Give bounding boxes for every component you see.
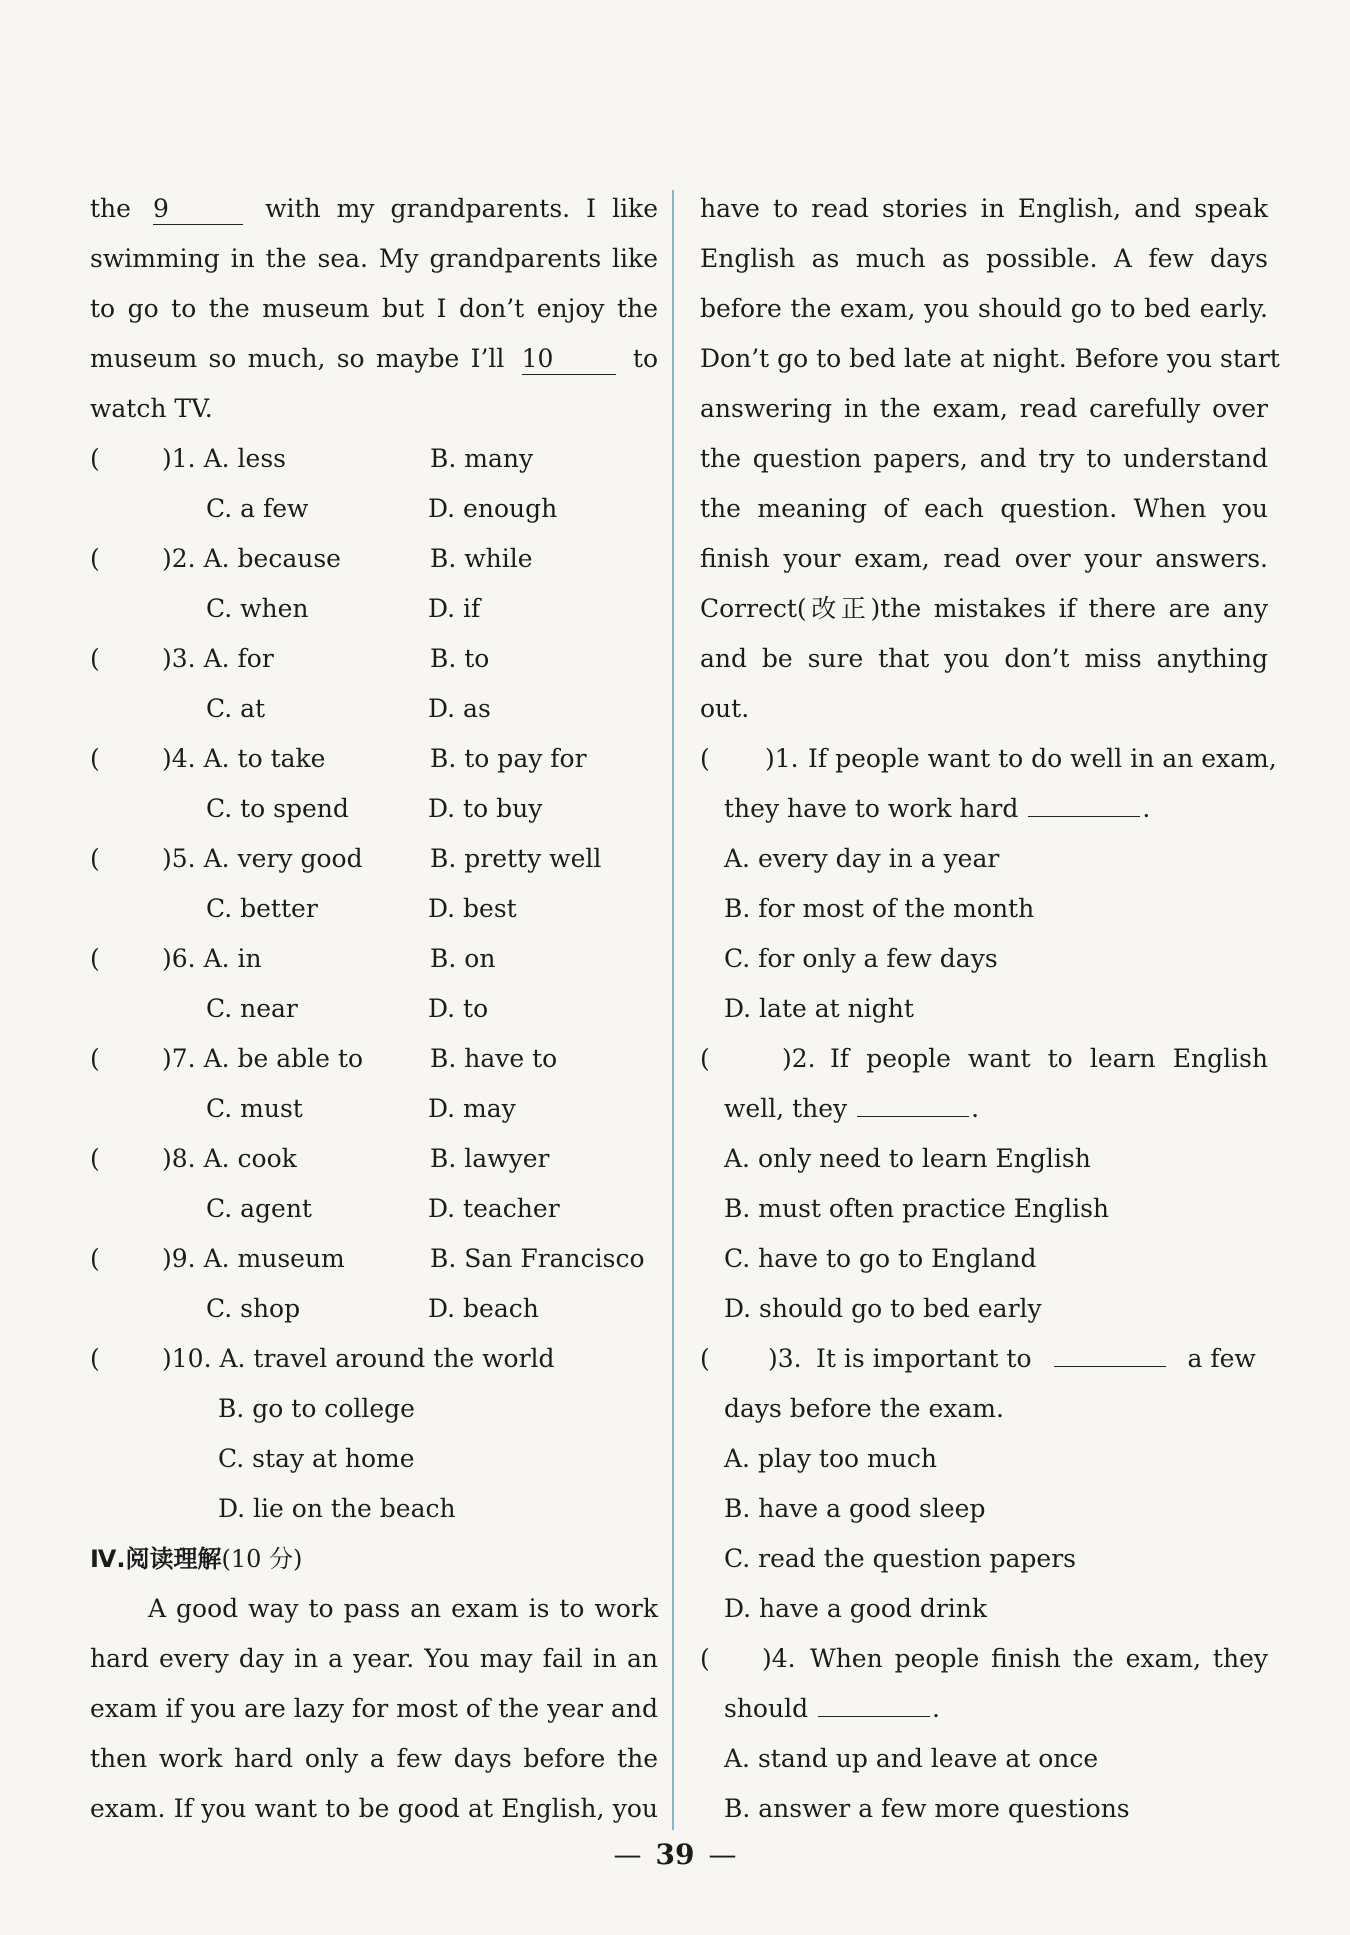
cloze-option: C. when: [206, 594, 309, 623]
cloze-option: B. while: [430, 544, 533, 573]
cloze-option: D. best: [428, 894, 517, 923]
cloze-option-row: [90, 484, 658, 534]
passage-line: then work hard only a few days before the: [90, 1744, 658, 1773]
answer-option: A. only need to learn English: [724, 1144, 1091, 1173]
cloze-option: D. to buy: [428, 794, 543, 823]
passage-line: Correct(改正)the mistakes if there are any: [700, 594, 1268, 623]
cloze-option-row: [90, 584, 658, 634]
passage-line: the meaning of each question. When you: [700, 494, 1268, 523]
cloze-option: D. beach: [428, 1294, 539, 1323]
cloze-question-1: ( )1. A. less B. many: [90, 434, 658, 484]
cloze-option: B. San Francisco: [430, 1244, 645, 1273]
passage-line: exam if you are lazy for most of the year and: [90, 1694, 658, 1723]
cloze-option: D. lie on the beach: [218, 1494, 456, 1523]
passage-line: out.: [700, 694, 750, 723]
passage-line: hard every day in a year. You may fail in an: [90, 1644, 658, 1673]
passage-line: watch TV.: [90, 394, 213, 423]
cloze-question-4: ( )4. A. to take B. to pay for: [90, 734, 658, 784]
cloze-option: C. agent: [206, 1194, 312, 1223]
cloze-question-3: ( )3. A. for B. to: [90, 634, 658, 684]
cloze-option: B. to: [430, 644, 490, 673]
passage-line: finish your exam, read over your answers.: [700, 544, 1268, 573]
cloze-question-2: ( )2. A. because B. while: [90, 534, 658, 584]
cloze-option-row: [90, 684, 658, 734]
blank-10: 10: [522, 344, 616, 375]
cloze-option: C. better: [206, 894, 318, 923]
cloze-option: C. a few: [206, 494, 309, 523]
cloze-option: B. on: [430, 944, 496, 973]
passage-line: before the exam, you should go to bed early.: [700, 294, 1268, 323]
passage-line: the 9 with my grandparents. I like: [90, 194, 659, 223]
cloze-option-row: [90, 1084, 658, 1134]
cloze-question-10: ( )10. A. travel around the world: [90, 1344, 555, 1373]
cloze-option-row: [90, 984, 658, 1034]
reading-question-3: ( )3. It is important to a few: [700, 1344, 1256, 1373]
question-stem-continued: they have to work hard .: [724, 794, 1151, 823]
right-column: [700, 184, 1280, 1834]
passage-line: Don’t go to bed late at night. Before you start: [700, 344, 1280, 373]
cloze-question-5: ( )5. A. very good B. pretty well: [90, 834, 658, 884]
cloze-option: B. many: [430, 444, 534, 473]
answer-option: B. have a good sleep: [724, 1494, 986, 1523]
passage-line: exam. If you want to be good at English, you: [90, 1794, 658, 1823]
cloze-option: D. may: [428, 1094, 516, 1123]
passage-line: swimming in the sea. My grandparents like: [90, 244, 658, 273]
cloze-option: B. lawyer: [430, 1144, 550, 1173]
left-column: [90, 184, 658, 1834]
cloze-option: B. to pay for: [430, 744, 587, 773]
reading-question-1: ( )1. If people want to do well in an exam,: [700, 744, 1277, 773]
cloze-option: D. teacher: [428, 1194, 560, 1223]
cloze-option: C. near: [206, 994, 298, 1023]
passage-line: answering in the exam, read carefully over: [700, 394, 1268, 423]
reading-passage-right: [700, 184, 1280, 734]
cloze-question-7: ( )7. A. be able to B. have to: [90, 1034, 658, 1084]
question-stem-continued: should .: [724, 1694, 940, 1723]
passage-line: English as much as possible. A few days: [700, 244, 1268, 273]
reading-question-4: ( )4. When people finish the exam, they: [700, 1644, 1268, 1673]
answer-option: D. late at night: [724, 994, 914, 1023]
cloze-option: D. to: [428, 994, 489, 1023]
answer-option: A. stand up and leave at once: [724, 1744, 1099, 1773]
passage-line: A good way to pass an exam is to work: [148, 1594, 658, 1623]
answer-option: B. must often practice English: [724, 1194, 1110, 1223]
cloze-option: C. shop: [206, 1294, 301, 1323]
answer-option: C. have to go to England: [724, 1244, 1037, 1273]
reading-question-2: ( )2. If people want to learn English: [700, 1044, 1268, 1073]
answer-option: C. for only a few days: [724, 944, 998, 973]
cloze-question-9: ( )9. A. museum B. San Francisco: [90, 1234, 658, 1284]
cloze-question-6: ( )6. A. in B. on: [90, 934, 658, 984]
section-heading: Ⅳ.阅读理解(10 分): [90, 1545, 303, 1573]
passage-line: museum so much, so maybe I’ll 10 to: [90, 344, 659, 373]
passage-line: and be sure that you don’t miss anything: [700, 644, 1268, 673]
answer-option: B. answer a few more questions: [724, 1794, 1130, 1823]
passage-line: have to read stories in English, and speak: [700, 194, 1268, 223]
cloze-question-8: ( )8. A. cook B. lawyer: [90, 1134, 658, 1184]
cloze-option-row: [90, 884, 658, 934]
cloze-option: C. stay at home: [218, 1444, 415, 1473]
cloze-option: C. must: [206, 1094, 303, 1123]
cloze-option: B. have to: [430, 1044, 558, 1073]
question-stem-continued: days before the exam.: [724, 1394, 1004, 1423]
answer-option: A. play too much: [724, 1444, 937, 1473]
cloze-option: B. go to college: [218, 1394, 415, 1423]
page-number: — 39 —: [613, 1838, 737, 1871]
answer-option: D. have a good drink: [724, 1594, 988, 1623]
answer-option: D. should go to bed early: [724, 1294, 1042, 1323]
question-stem-continued: well, they .: [724, 1094, 980, 1123]
cloze-option: C. at: [206, 694, 266, 723]
cloze-option: D. as: [428, 694, 491, 723]
answer-option: A. every day in a year: [724, 844, 1000, 873]
cloze-option: D. if: [428, 594, 481, 623]
cloze-question-list: [90, 434, 658, 1334]
answer-option: B. for most of the month: [724, 894, 1035, 923]
column-divider: [672, 190, 674, 1830]
passage-line: the question papers, and try to understand: [700, 444, 1268, 473]
passage-line: to go to the museum but I don’t enjoy the: [90, 294, 658, 323]
blank-9: 9: [153, 194, 243, 225]
cloze-option-row: [90, 1184, 658, 1234]
cloze-option: C. to spend: [206, 794, 349, 823]
cloze-option: B. pretty well: [430, 844, 602, 873]
cloze-option: D. enough: [428, 494, 558, 523]
cloze-option-row: [90, 1284, 658, 1334]
cloze-option-row: [90, 784, 658, 834]
reading-passage-left: [90, 1584, 658, 1834]
answer-option: C. read the question papers: [724, 1544, 1076, 1573]
